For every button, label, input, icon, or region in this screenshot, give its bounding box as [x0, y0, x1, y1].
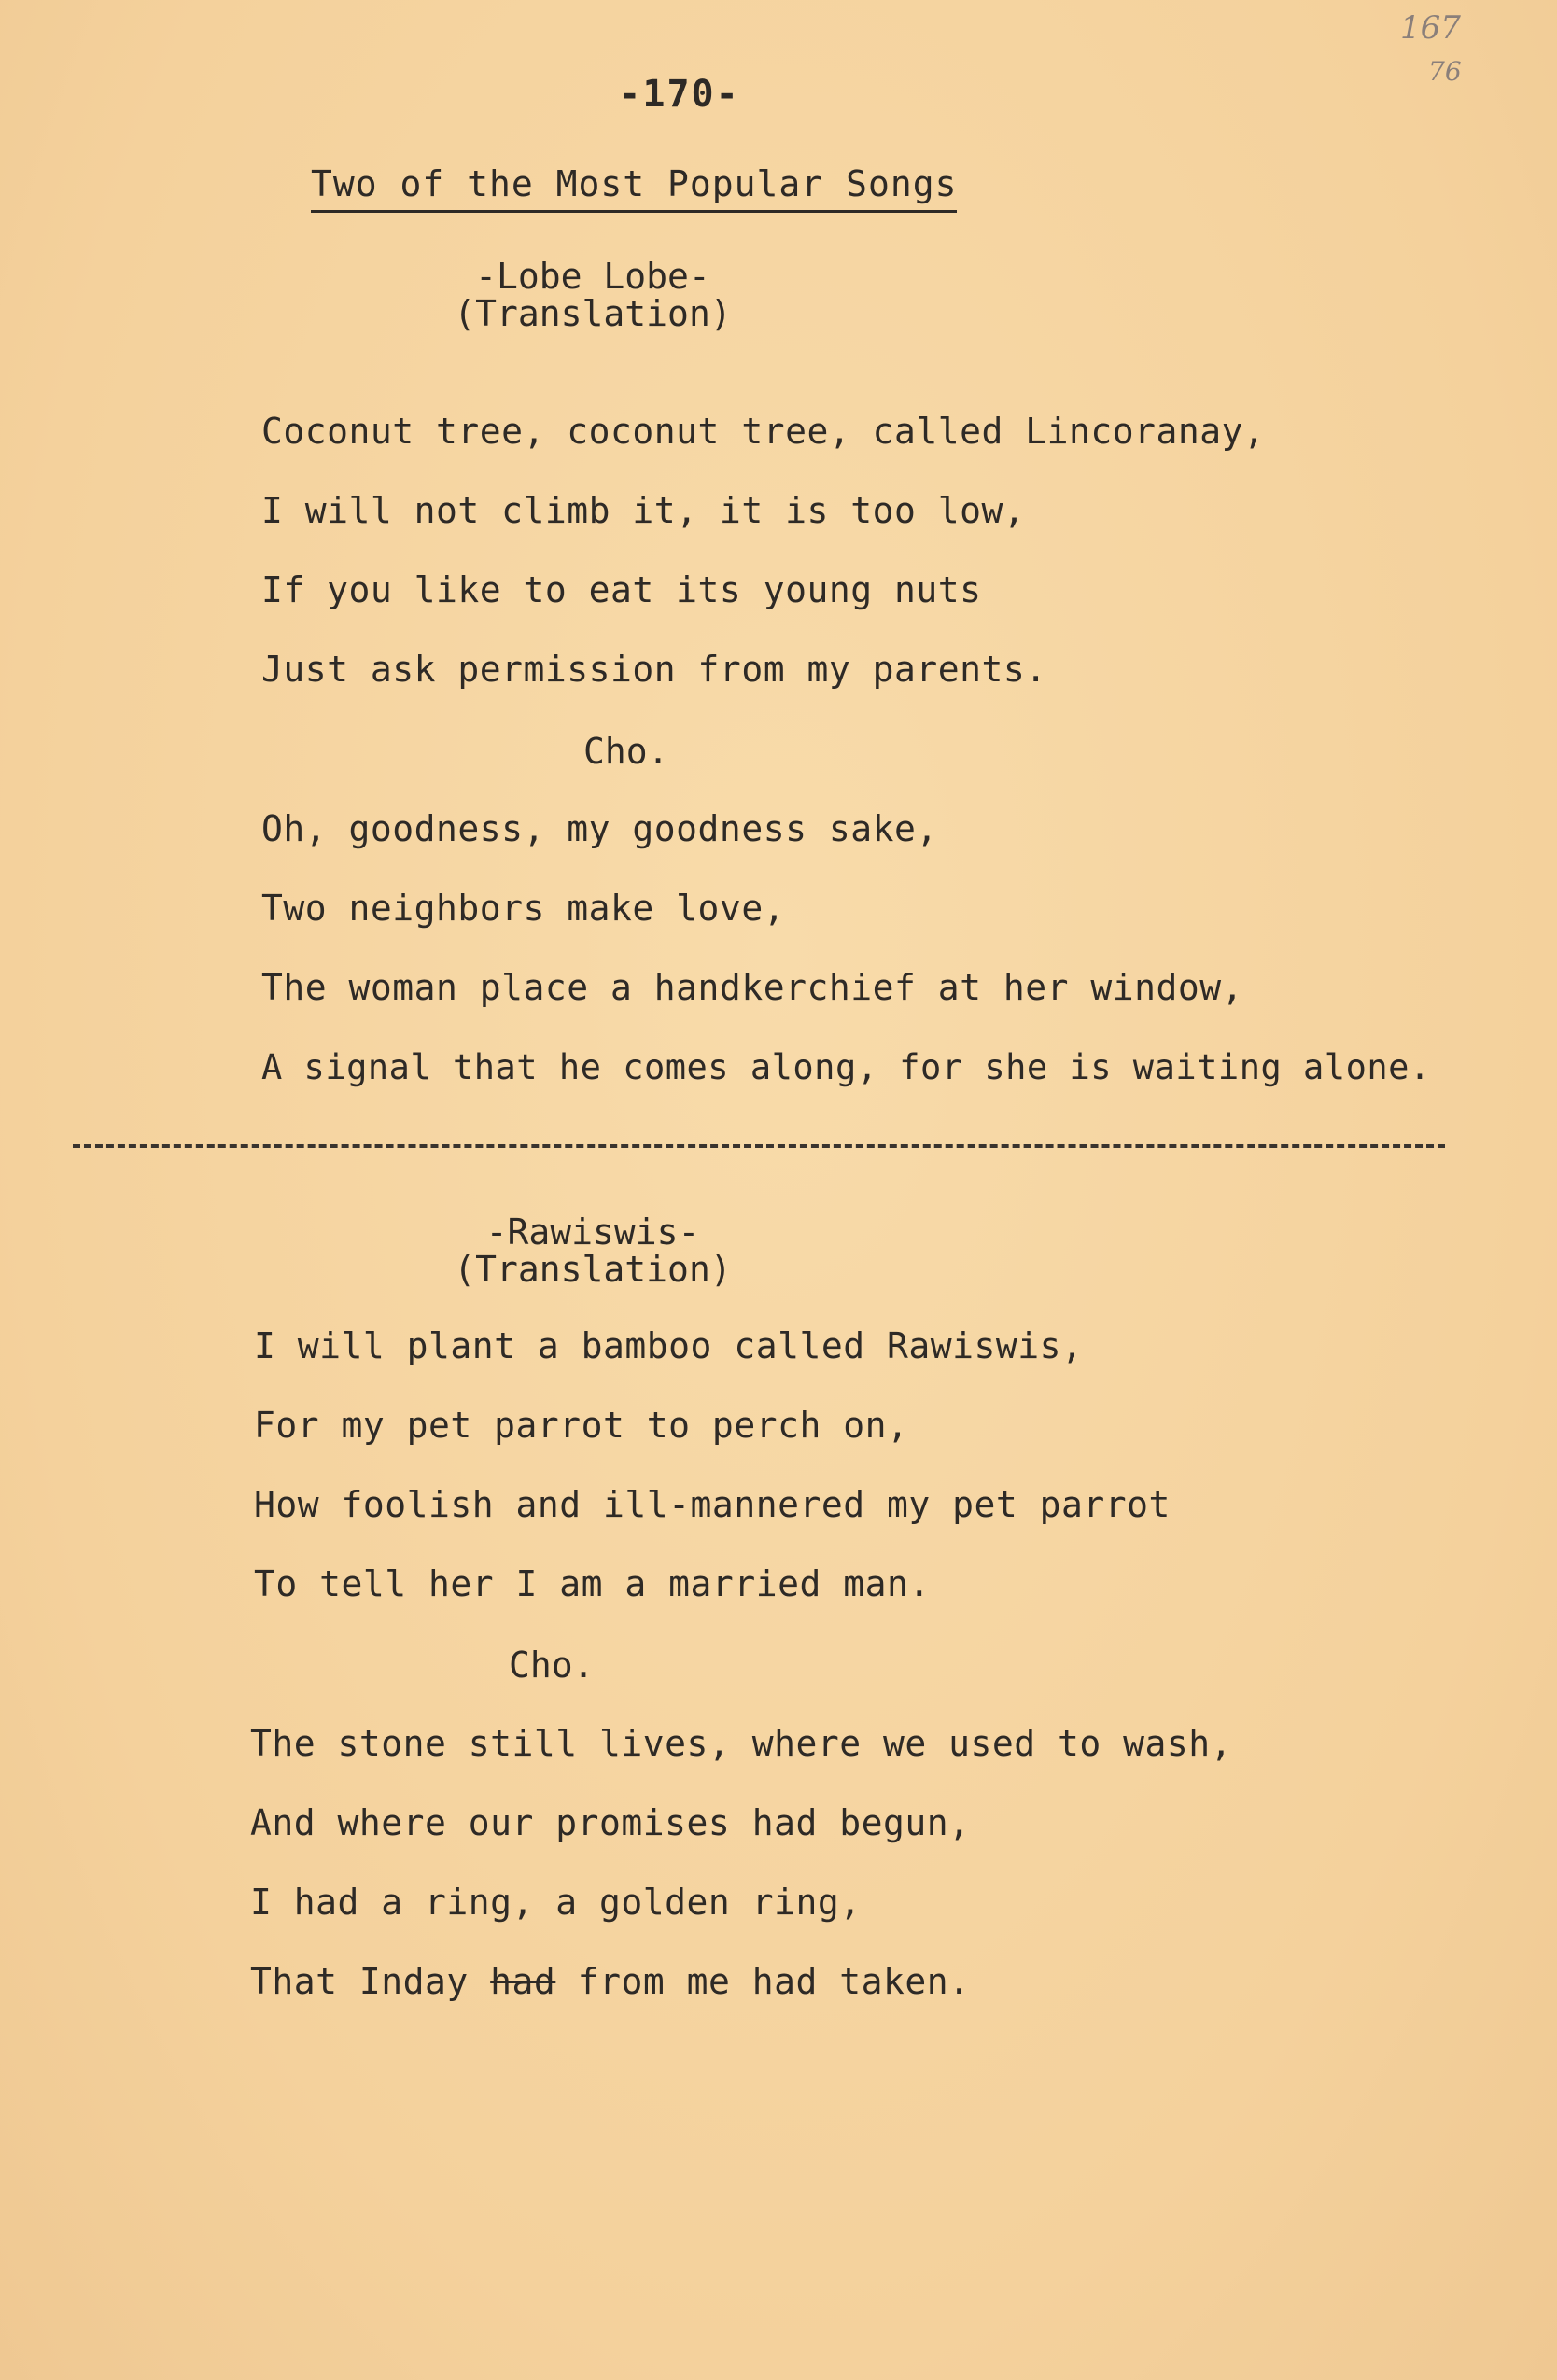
song2-chorus-label: Cho.: [509, 1645, 595, 1686]
song2-title: -Rawiswis-: [485, 1211, 700, 1253]
song2-verse-line-2: For my pet parrot to perch on,: [254, 1405, 909, 1446]
song1-title: -Lobe Lobe-: [475, 256, 710, 297]
page-heading: Two of the Most Popular Songs: [311, 163, 957, 213]
song2-chorus-line-3: I had a ring, a golden ring,: [250, 1882, 862, 1923]
song1-chorus-label: Cho.: [583, 731, 669, 772]
struck-through-word: had: [490, 1961, 556, 2002]
song1-verse-line-1: Coconut tree, coconut tree, called Lincoranay,: [261, 411, 1266, 452]
song2-subtitle: (Translation): [454, 1249, 732, 1290]
song1-verse-line-3: If you like to eat its young nuts: [261, 569, 982, 610]
song2-verse-line-3: How foolish and ill-mannered my pet parrot: [254, 1484, 1171, 1525]
song2-verse-line-4: To tell her I am a married man.: [254, 1563, 931, 1604]
song2-chorus-line-2: And where our promises had begun,: [250, 1802, 971, 1843]
song1-verse-line-2: I will not climb it, it is too low,: [261, 490, 1026, 531]
song1-chorus-line-3: The woman place a handkerchief at her window,: [261, 967, 1244, 1008]
song1-subtitle: (Translation): [454, 293, 732, 334]
song1-chorus-line-4: A signal that he comes along, for she is waiting alone.: [261, 1047, 1431, 1087]
song2-last-line-start: That Inday: [250, 1961, 491, 2002]
song2-chorus-line-4: [250, 1961, 971, 2002]
song2-last-line-end: from me had taken.: [555, 1961, 971, 2002]
song2-chorus-line-1: The stone still lives, where we used to wash,: [250, 1723, 1233, 1764]
page-number: -170-: [618, 73, 740, 116]
song1-verse-line-4: Just ask permission from my parents.: [261, 649, 1047, 690]
song2-verse-line-1: I will plant a bamboo called Rawiswis,: [254, 1325, 1084, 1366]
margin-note-top-right-secondary: 76: [1428, 56, 1462, 87]
song1-chorus-line-2: Two neighbors make love,: [261, 888, 786, 929]
margin-note-top-right: 167: [1400, 9, 1461, 47]
song1-chorus-line-1: Oh, goodness, my goodness sake,: [261, 808, 938, 849]
section-divider: [73, 1144, 1445, 1148]
